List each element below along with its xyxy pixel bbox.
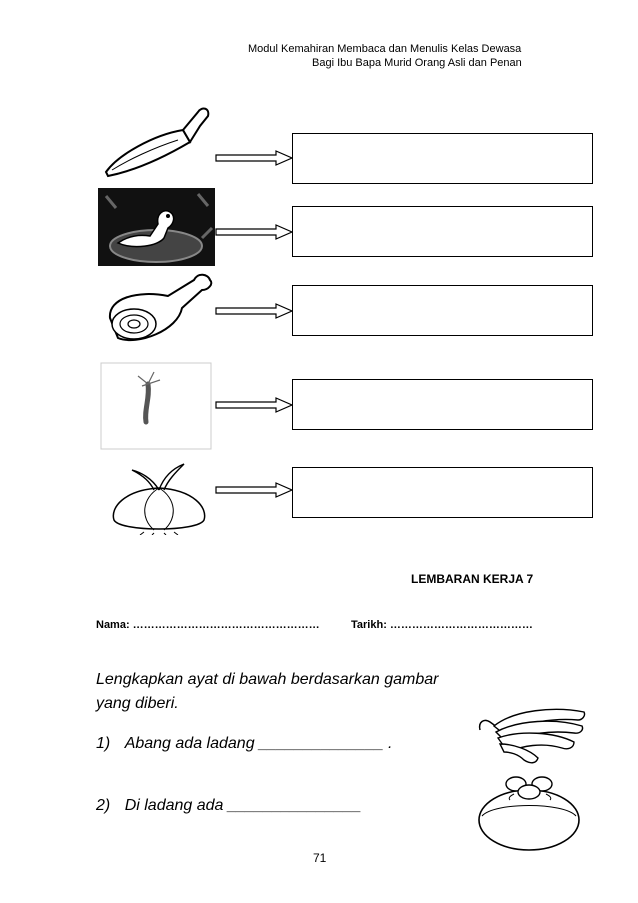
date-field[interactable]: Tarikh: …………………………………: [351, 619, 533, 631]
onion-icon: [104, 460, 214, 540]
question-2-text: Di ladang ada _______________: [124, 797, 362, 814]
answer-box-4[interactable]: [292, 379, 593, 430]
question-1-text: Abang ada ladang ______________ .: [124, 735, 393, 752]
instructions-line-1: Lengkapkan ayat di bawah berdasarkan gambar: [96, 671, 439, 688]
banana-bunch-icon: [474, 696, 590, 771]
meat-leg-icon: [98, 268, 216, 353]
page-number: 71: [313, 851, 327, 865]
arrow-1: [214, 150, 294, 166]
question-1-number: 1): [96, 735, 111, 752]
instructions: [96, 668, 536, 716]
answer-box-2[interactable]: [292, 206, 593, 257]
header-line-1: Modul Kemahiran Membaca dan Menulis Kelas Dewasa: [248, 43, 522, 55]
arrow-4: [214, 397, 294, 413]
arrow-3: [214, 303, 294, 319]
module-header: [248, 42, 548, 70]
mangosteen-icon: [474, 772, 584, 857]
worm-sprout-icon: [100, 362, 212, 455]
question-2: [96, 797, 361, 815]
answer-box-1[interactable]: [292, 133, 593, 184]
header-line-2: Bagi Ibu Bapa Murid Orang Asli dan Penan: [312, 57, 522, 69]
arrow-5: [214, 482, 294, 498]
question-1: [96, 735, 393, 753]
arrow-2: [214, 224, 294, 240]
question-2-number: 2): [96, 797, 111, 814]
machete-icon: [98, 100, 218, 185]
worksheet-title: LEMBARAN KERJA 7: [411, 572, 534, 586]
duck-in-nest-icon: [98, 188, 215, 271]
instructions-line-2: yang diberi.: [96, 695, 179, 712]
name-field[interactable]: Nama: ……………………………………………: [96, 619, 320, 631]
answer-box-3[interactable]: [292, 285, 593, 336]
answer-box-5[interactable]: [292, 467, 593, 518]
